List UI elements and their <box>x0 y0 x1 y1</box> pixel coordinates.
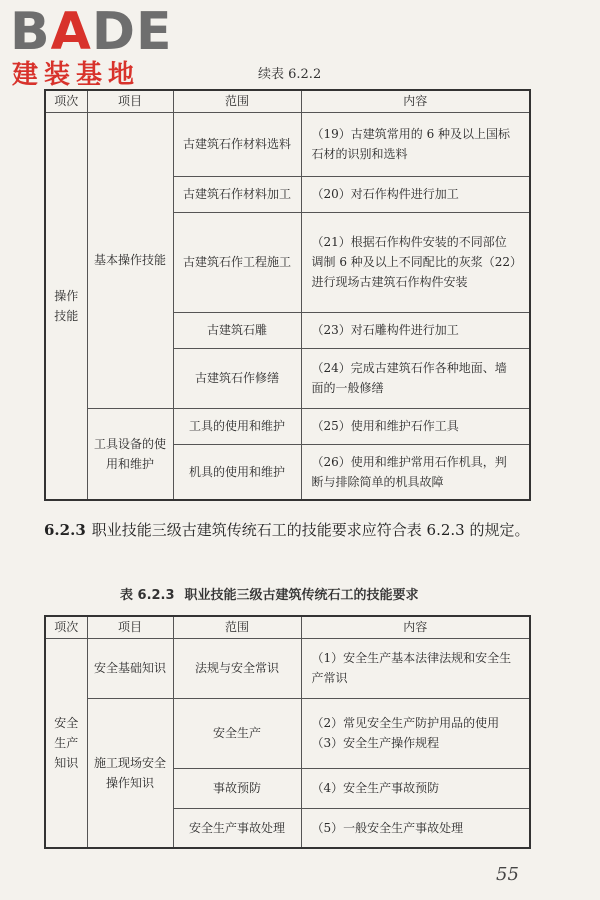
section-paragraph <box>44 518 544 542</box>
content-cell: （24）完成古建筑石作各种地面、墙面的一般修缮 <box>301 348 530 408</box>
logo <box>10 4 180 96</box>
table2 <box>44 615 531 849</box>
table-header-row <box>45 616 530 638</box>
category-cell: 操作技能 <box>45 112 87 500</box>
table2-caption <box>120 584 419 603</box>
section-number: 6.2.3 <box>44 521 86 539</box>
page-number: 55 <box>496 864 519 885</box>
table-row <box>45 638 530 698</box>
table-header: 项次 <box>45 90 87 112</box>
scope-cell: 机具的使用和维护 <box>173 444 301 500</box>
table1-caption: 续表 6.2.2 <box>258 67 322 82</box>
table2-caption-number: 表 6.2.3 <box>120 588 175 603</box>
scope-cell: 古建筑石作材料选料 <box>173 112 301 176</box>
table-row <box>45 408 530 444</box>
table2-caption-title: 职业技能三级古建筑传统石工的技能要求 <box>184 588 419 603</box>
scope-cell: 事故预防 <box>173 768 301 808</box>
content-cell: （25）使用和维护石作工具 <box>301 408 530 444</box>
table-header: 项次 <box>45 616 87 638</box>
scope-cell: 法规与安全常识 <box>173 638 301 698</box>
content-cell: （20）对石作构件进行加工 <box>301 176 530 212</box>
scope-cell: 古建筑石作修缮 <box>173 348 301 408</box>
item-cell: 施工现场安全操作知识 <box>87 698 173 848</box>
scope-cell: 古建筑石雕 <box>173 312 301 348</box>
item-cell: 基本操作技能 <box>87 112 173 408</box>
scope-cell: 古建筑石作材料加工 <box>173 176 301 212</box>
table1 <box>44 89 531 501</box>
scope-cell: 古建筑石作工程施工 <box>173 212 301 312</box>
content-cell: （4）安全生产事故预防 <box>301 768 530 808</box>
item-cell: 工具设备的使用和维护 <box>87 408 173 500</box>
table-header: 范围 <box>173 90 301 112</box>
content-cell: （2）常见安全生产防护用品的使用（3）安全生产操作规程 <box>301 698 530 768</box>
table-row <box>45 698 530 768</box>
table-header: 内容 <box>301 90 530 112</box>
category-cell: 安全生产知识 <box>45 638 87 848</box>
content-cell: （1）安全生产基本法律法规和安全生产常识 <box>301 638 530 698</box>
table-header: 内容 <box>301 616 530 638</box>
section-text: 职业技能三级古建筑传统石工的技能要求应符合表 6.2.3 的规定。 <box>91 521 530 539</box>
scope-cell: 安全生产 <box>173 698 301 768</box>
table-header: 范围 <box>173 616 301 638</box>
table-header-row <box>45 90 530 112</box>
scope-cell: 工具的使用和维护 <box>173 408 301 444</box>
logo-wordmark: BADE <box>10 2 173 62</box>
content-cell: （5）一般安全生产事故处理 <box>301 808 530 848</box>
table-row <box>45 112 530 176</box>
table-header: 项目 <box>87 90 173 112</box>
item-cell: 安全基础知识 <box>87 638 173 698</box>
content-cell: （26）使用和维护常用石作机具，判断与排除简单的机具故障 <box>301 444 530 500</box>
table-header: 项目 <box>87 616 173 638</box>
content-cell: （21）根据石作构件安装的不同部位调制 6 种及以上不同配比的灰浆（22）进行现场古建筑石作构件安装 <box>301 212 530 312</box>
content-cell: （19）古建筑常用的 6 种及以上国标石材的识别和选料 <box>301 112 530 176</box>
logo-subtitle: 建装基地 <box>12 60 141 90</box>
scope-cell: 安全生产事故处理 <box>173 808 301 848</box>
content-cell: （23）对石雕构件进行加工 <box>301 312 530 348</box>
